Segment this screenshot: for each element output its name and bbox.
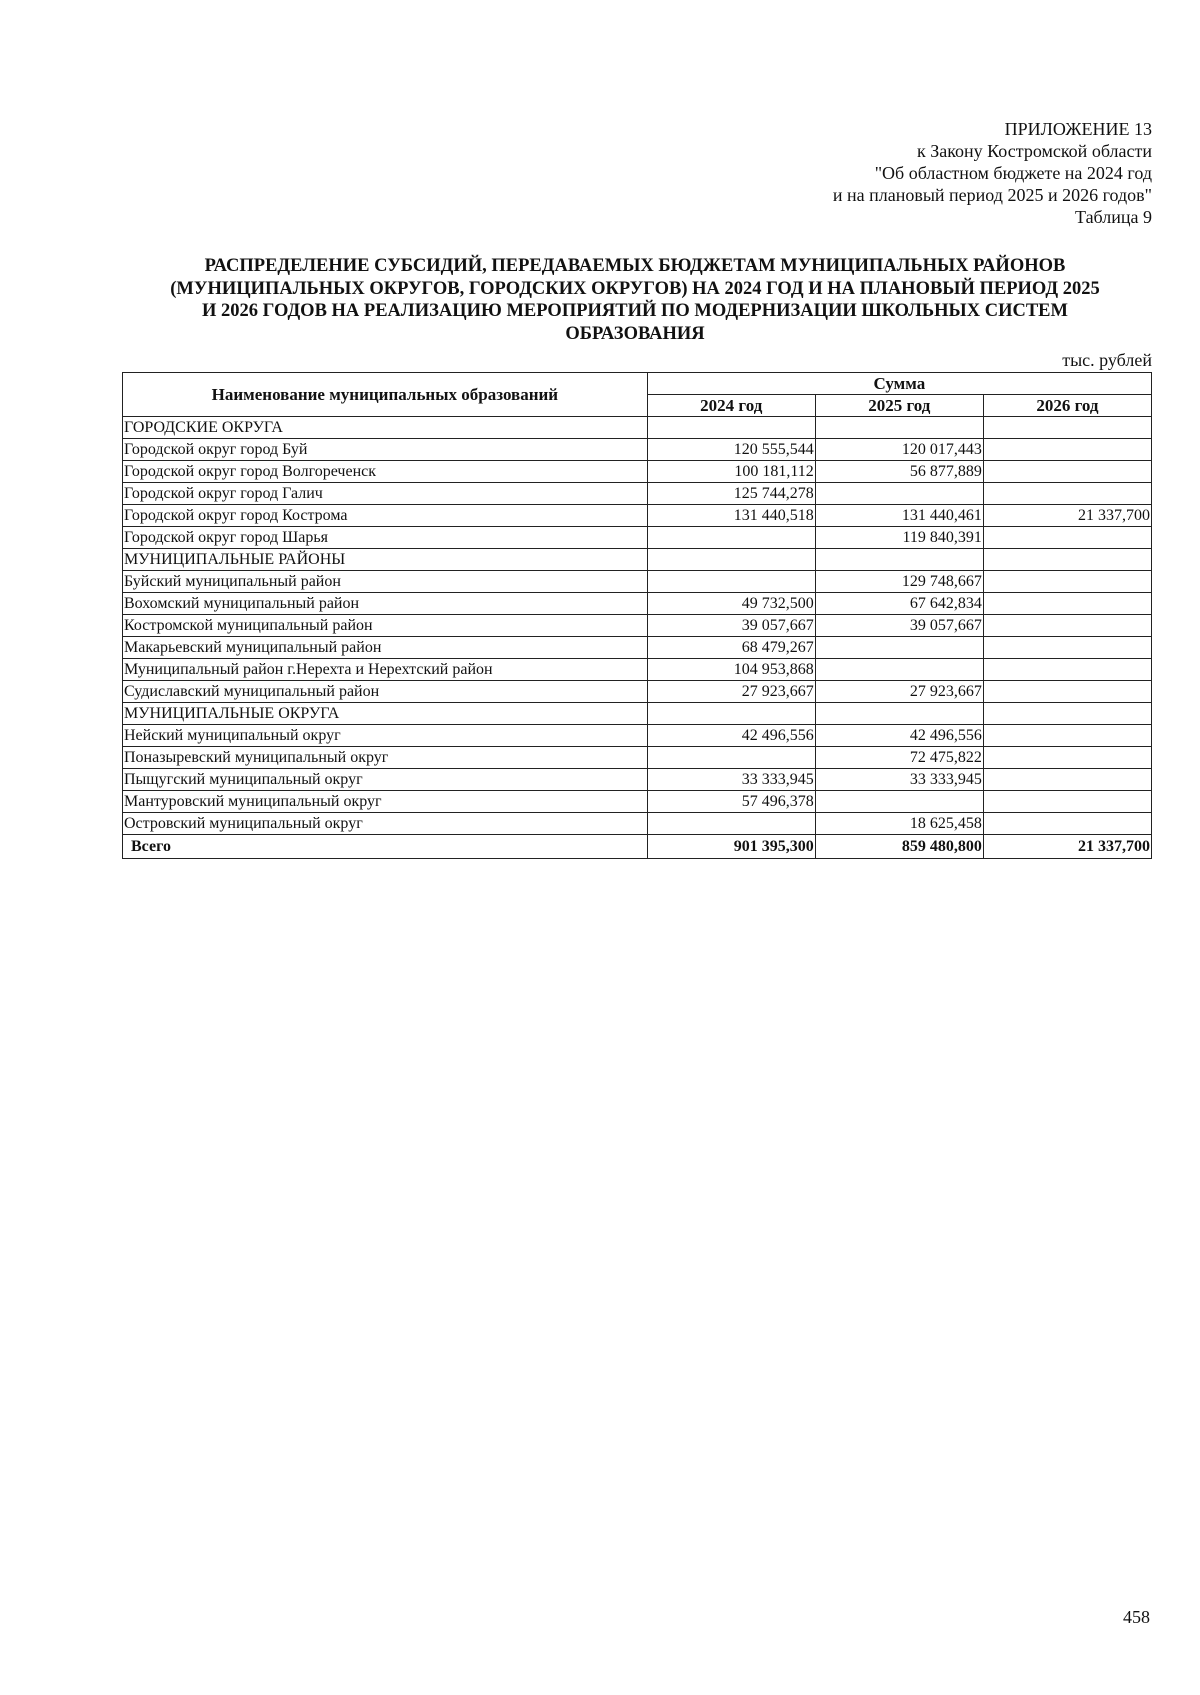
amount-2024: 42 496,556 [647, 725, 815, 747]
amount-2026 [983, 813, 1151, 835]
table-row [123, 681, 1152, 703]
appendix-line: ПРИЛОЖЕНИЕ 13 [1004, 119, 1152, 139]
amount-2024: 33 333,945 [647, 769, 815, 791]
amount-2026 [983, 549, 1151, 571]
amount-2025: 39 057,667 [815, 615, 983, 637]
amount-2025 [815, 483, 983, 505]
amount-2024: 131 440,518 [647, 505, 815, 527]
municipality-name: Нейский муниципальный округ [123, 725, 648, 747]
amount-2024 [647, 571, 815, 593]
amount-2026 [983, 769, 1151, 791]
amount-2024: 120 555,544 [647, 439, 815, 461]
table-row [123, 439, 1152, 461]
total-2025: 859 480,800 [815, 835, 983, 859]
table-row [123, 659, 1152, 681]
municipality-name: Поназыревский муниципальный округ [123, 747, 648, 769]
amount-2024: 57 496,378 [647, 791, 815, 813]
amount-2026 [983, 593, 1151, 615]
document-title [120, 255, 1150, 345]
amount-2025: 119 840,391 [815, 527, 983, 549]
title-line: (МУНИЦИПАЛЬНЫХ ОКРУГОВ, ГОРОДСКИХ ОКРУГОВ) НА 2024 ГОД И НА ПЛАНОВЫЙ ПЕРИОД 2025 [170, 278, 1100, 299]
amount-2024: 125 744,278 [647, 483, 815, 505]
column-header-name: Наименование муниципальных образований [123, 373, 648, 417]
table-row [123, 747, 1152, 769]
amount-2026 [983, 483, 1151, 505]
amount-2025: 42 496,556 [815, 725, 983, 747]
amount-2026 [983, 659, 1151, 681]
amount-2026 [983, 747, 1151, 769]
table-row [123, 615, 1152, 637]
total-row [123, 835, 1152, 859]
amount-2026 [983, 571, 1151, 593]
municipality-name: Городской округ город Волгореченск [123, 461, 648, 483]
municipality-name: МУНИЦИПАЛЬНЫЕ ОКРУГА [123, 703, 648, 725]
appendix-line: и на плановый период 2025 и 2026 годов" [832, 185, 1152, 205]
amount-2026 [983, 417, 1151, 439]
amount-2024: 27 923,667 [647, 681, 815, 703]
amount-2025: 27 923,667 [815, 681, 983, 703]
appendix-line: к Закону Костромской области [916, 141, 1152, 161]
title-line: И 2026 ГОДОВ НА РЕАЛИЗАЦИЮ МЕРОПРИЯТИЙ ПО МОДЕРНИЗАЦИИ ШКОЛЬНЫХ СИСТЕМ [202, 301, 1068, 321]
appendix-header [552, 118, 1152, 228]
amount-2025 [815, 659, 983, 681]
title-line: ОБРАЗОВАНИЯ [565, 323, 705, 344]
municipality-name: Мантуровский муниципальный округ [123, 791, 648, 813]
amount-2025 [815, 549, 983, 571]
table-row [123, 571, 1152, 593]
amount-2025: 18 625,458 [815, 813, 983, 835]
amount-2025: 131 440,461 [815, 505, 983, 527]
amount-2025 [815, 791, 983, 813]
municipality-name: МУНИЦИПАЛЬНЫЕ РАЙОНЫ [123, 549, 648, 571]
appendix-line: "Об областном бюджете на 2024 год [874, 163, 1152, 183]
table-row [123, 637, 1152, 659]
municipality-name: Городской округ город Буй [123, 439, 648, 461]
table-row [123, 813, 1152, 835]
municipality-name: Островский муниципальный округ [123, 813, 648, 835]
column-header-2025: 2025 год [815, 395, 983, 417]
amount-2026 [983, 725, 1151, 747]
subsidy-table [122, 372, 1152, 859]
amount-2024 [647, 417, 815, 439]
amount-2026 [983, 791, 1151, 813]
amount-2025 [815, 703, 983, 725]
total-2026: 21 337,700 [983, 835, 1151, 859]
municipality-name: Макарьевский муниципальный район [123, 637, 648, 659]
municipality-name: Городской округ город Кострома [123, 505, 648, 527]
municipality-name: Городской округ город Шарья [123, 527, 648, 549]
table-number: Таблица 9 [1075, 207, 1152, 227]
page-number: 458 [1123, 1607, 1150, 1627]
amount-2025 [815, 637, 983, 659]
municipality-name: Судиславский муниципальный район [123, 681, 648, 703]
total-2024: 901 395,300 [647, 835, 815, 859]
municipality-name: Буйский муниципальный район [123, 571, 648, 593]
table-row [123, 527, 1152, 549]
table-row [123, 483, 1152, 505]
amount-2026 [983, 615, 1151, 637]
municipality-name: Костромской муниципальный район [123, 615, 648, 637]
amount-2024: 39 057,667 [647, 615, 815, 637]
amount-2024 [647, 747, 815, 769]
amount-2024 [647, 527, 815, 549]
amount-2025: 56 877,889 [815, 461, 983, 483]
amount-2026: 21 337,700 [983, 505, 1151, 527]
amount-2026 [983, 527, 1151, 549]
table-row [123, 417, 1152, 439]
title-line: РАСПРЕДЕЛЕНИЕ СУБСИДИЙ, ПЕРЕДАВАЕМЫХ БЮДЖЕТАМ МУНИЦИПАЛЬНЫХ РАЙОНОВ [204, 256, 1066, 276]
table-row [123, 549, 1152, 571]
amount-2025: 129 748,667 [815, 571, 983, 593]
amount-2025 [815, 417, 983, 439]
amount-2025: 33 333,945 [815, 769, 983, 791]
amount-2024: 49 732,500 [647, 593, 815, 615]
table-body [123, 417, 1152, 835]
amount-2026 [983, 461, 1151, 483]
table-row [123, 725, 1152, 747]
municipality-name: Муниципальный район г.Нерехта и Нерехтский район [123, 659, 648, 681]
table-row [123, 461, 1152, 483]
municipality-name: ГОРОДСКИЕ ОКРУГА [123, 417, 648, 439]
amount-2026 [983, 703, 1151, 725]
column-header-sum: Сумма [647, 373, 1151, 395]
table-row [123, 769, 1152, 791]
column-header-2024: 2024 год [647, 395, 815, 417]
amount-2024: 100 181,112 [647, 461, 815, 483]
total-label: Всего [123, 835, 648, 859]
municipality-name: Пыщугский муниципальный округ [123, 769, 648, 791]
municipality-name: Городской округ город Галич [123, 483, 648, 505]
amount-2024: 68 479,267 [647, 637, 815, 659]
municipality-name: Вохомский муниципальный район [123, 593, 648, 615]
amount-2024 [647, 703, 815, 725]
amount-2025: 120 017,443 [815, 439, 983, 461]
table-row [123, 505, 1152, 527]
units-label: тыс. рублей [1062, 350, 1152, 370]
amount-2024 [647, 813, 815, 835]
column-header-2026: 2026 год [983, 395, 1151, 417]
amount-2026 [983, 637, 1151, 659]
amount-2026 [983, 439, 1151, 461]
table-row [123, 703, 1152, 725]
amount-2024: 104 953,868 [647, 659, 815, 681]
amount-2025: 67 642,834 [815, 593, 983, 615]
amount-2026 [983, 681, 1151, 703]
amount-2024 [647, 549, 815, 571]
amount-2025: 72 475,822 [815, 747, 983, 769]
table-row [123, 593, 1152, 615]
table-row [123, 791, 1152, 813]
